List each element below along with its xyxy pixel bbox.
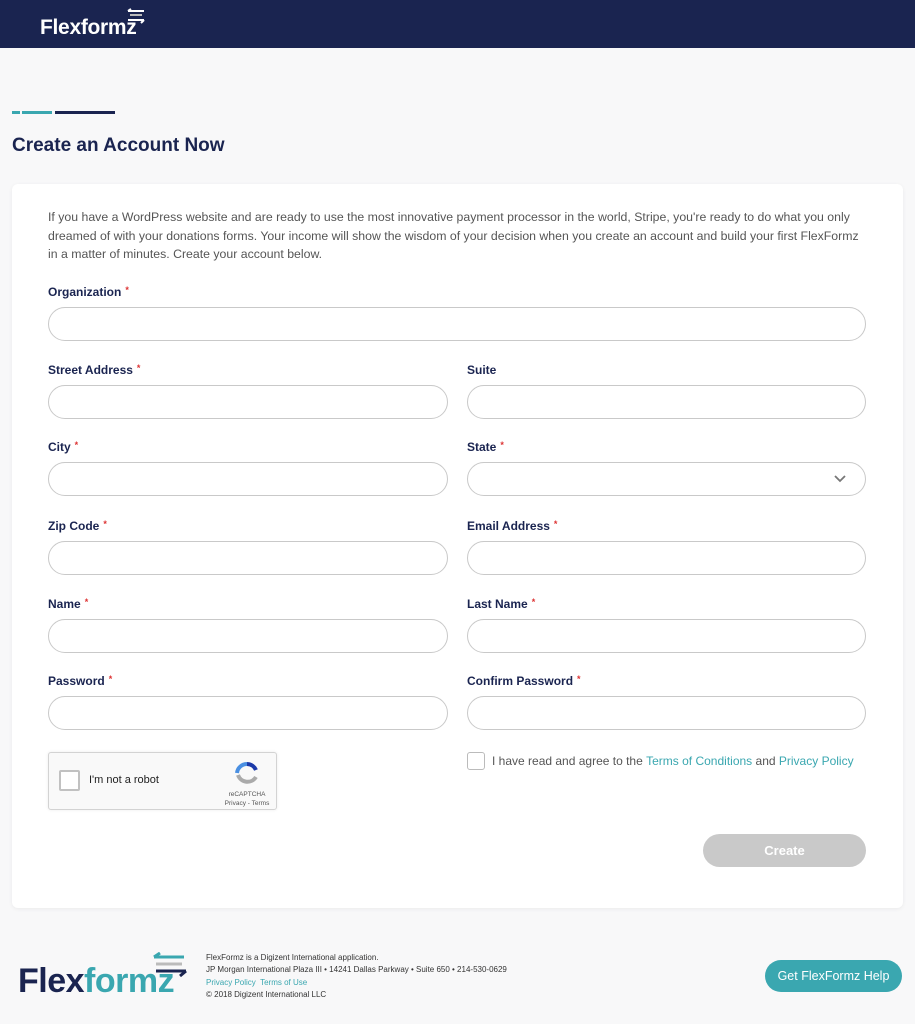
city-input[interactable] xyxy=(48,462,448,496)
street-field xyxy=(48,363,448,419)
last-name-field xyxy=(467,597,866,653)
required-mark: * xyxy=(108,674,113,684)
organization-field xyxy=(48,285,866,341)
top-nav-bar xyxy=(0,0,915,48)
city-field xyxy=(48,440,448,496)
required-mark: * xyxy=(500,440,504,450)
page-title: Create an Account Now xyxy=(12,135,225,156)
agree-and: and xyxy=(755,754,776,768)
city-label: City xyxy=(48,440,71,454)
required-mark: * xyxy=(84,597,89,607)
title-decoration xyxy=(12,111,20,114)
footer-copyright: © 2018 Digizent International LLC xyxy=(206,989,327,999)
email-label: Email Address xyxy=(467,519,550,533)
agree-checkbox[interactable] xyxy=(467,752,485,770)
title-decoration xyxy=(55,111,115,114)
password-label: Password xyxy=(48,674,105,688)
help-button[interactable]: Get FlexFormz Help xyxy=(765,960,902,992)
recaptcha-brand: reCAPTCHA xyxy=(228,791,266,798)
zip-input[interactable] xyxy=(48,541,448,575)
password-field xyxy=(48,674,448,730)
required-mark: * xyxy=(74,440,79,450)
create-button[interactable]: Create xyxy=(703,834,866,867)
footer-address: JP Morgan International Plaza III • 14241 Dallas Parkway • Suite 650 • 214-530-0629 xyxy=(206,965,507,975)
recaptcha-widget xyxy=(48,752,277,810)
required-mark: * xyxy=(531,597,536,607)
footer-line1: FlexFormz is a Digizent International application. xyxy=(206,953,379,962)
footer-logo-flex: Flex xyxy=(18,962,85,1000)
state-label: State xyxy=(467,440,497,454)
recaptcha-links[interactable]: Privacy - Terms xyxy=(224,800,270,807)
name-label: Name xyxy=(48,597,81,611)
privacy-link[interactable]: Privacy Policy xyxy=(778,754,854,768)
confirm-password-label: Confirm Password xyxy=(467,674,574,688)
required-mark: * xyxy=(553,519,558,529)
suite-field xyxy=(467,363,866,419)
required-mark: * xyxy=(577,674,581,684)
email-field xyxy=(467,519,866,575)
last-name-label: Last Name xyxy=(467,597,528,611)
chevron-down-icon xyxy=(833,471,847,485)
header-logo[interactable]: Flexformz xyxy=(40,16,137,39)
street-input[interactable] xyxy=(48,385,448,419)
suite-input[interactable] xyxy=(467,385,866,419)
zip-label: Zip Code xyxy=(48,519,100,533)
suite-label: Suite xyxy=(467,363,497,377)
recaptcha-label: I'm not a robot xyxy=(89,774,159,786)
title-decoration xyxy=(22,111,52,114)
name-field xyxy=(48,597,448,653)
state-select[interactable] xyxy=(467,462,866,496)
last-name-input[interactable] xyxy=(467,619,866,653)
confirm-password-field xyxy=(467,674,866,730)
state-field xyxy=(467,440,866,496)
footer-logo-arrows-icon xyxy=(150,952,190,978)
signup-form-card xyxy=(12,184,903,908)
password-input[interactable] xyxy=(48,696,448,730)
required-mark: * xyxy=(103,519,107,529)
footer-info xyxy=(206,952,507,1001)
logo-arrows-icon xyxy=(124,8,148,24)
footer-privacy-link[interactable]: Privacy Policy xyxy=(206,977,256,987)
agree-terms xyxy=(467,752,854,770)
organization-input[interactable] xyxy=(48,307,866,341)
email-input[interactable] xyxy=(467,541,866,575)
confirm-password-input[interactable] xyxy=(467,696,866,730)
recaptcha-logo-icon xyxy=(233,761,261,787)
agree-text: I have read and agree to the xyxy=(492,754,643,768)
name-input[interactable] xyxy=(48,619,448,653)
zip-field xyxy=(48,519,448,575)
recaptcha-checkbox[interactable] xyxy=(59,770,80,791)
footer-logo-formz: formz xyxy=(84,962,175,1000)
street-label: Street Address xyxy=(48,363,133,377)
terms-link[interactable]: Terms of Conditions xyxy=(646,754,753,768)
intro-text: If you have a WordPress website and are ready to use the most innovative payment processor in the world, Stripe, you're ready to do what you only dreamed of with your donations forms. Your income will show the wisdom of your decision when you create an account and build your first FlexFormz in a matter of minutes. Create your account below. xyxy=(48,210,859,261)
required-mark: * xyxy=(136,363,141,373)
organization-label: Organization xyxy=(48,285,122,299)
required-mark: * xyxy=(125,285,129,295)
footer-terms-link[interactable]: Terms of Use xyxy=(260,977,308,987)
